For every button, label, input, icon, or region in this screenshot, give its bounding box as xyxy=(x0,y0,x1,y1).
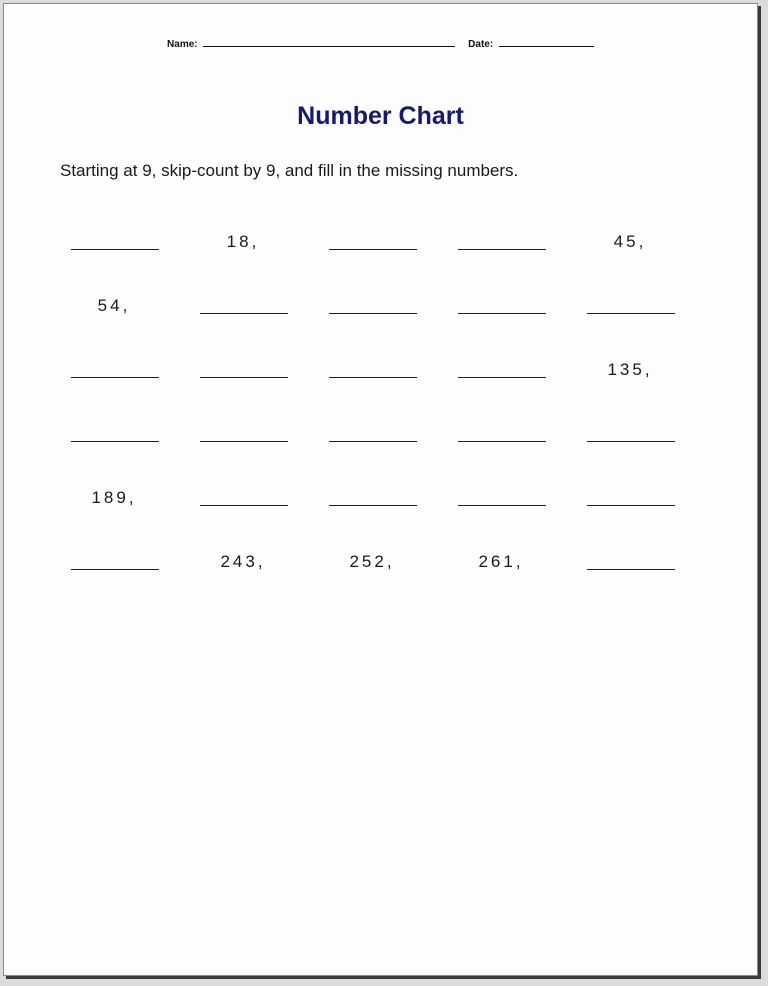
answer-blank[interactable] xyxy=(329,441,417,442)
answer-blank[interactable] xyxy=(71,441,159,442)
grid-cell xyxy=(433,416,562,452)
number-grid xyxy=(46,224,726,608)
answer-blank[interactable] xyxy=(71,377,159,378)
grid-cell xyxy=(433,224,562,260)
grid-cell xyxy=(46,352,175,388)
given-number: 18, xyxy=(226,232,260,251)
grid-cell xyxy=(304,416,433,452)
given-number: 252, xyxy=(349,552,395,571)
answer-blank[interactable] xyxy=(587,441,675,442)
grid-cell xyxy=(46,224,175,260)
grid-row xyxy=(46,288,726,352)
answer-blank[interactable] xyxy=(200,377,288,378)
given-number: 54, xyxy=(97,296,131,315)
date-field[interactable] xyxy=(499,36,594,47)
answer-blank[interactable] xyxy=(200,313,288,314)
given-number: 261, xyxy=(478,552,524,571)
name-field[interactable] xyxy=(203,36,455,47)
answer-blank[interactable] xyxy=(587,505,675,506)
grid-cell xyxy=(175,224,304,260)
given-number: 243, xyxy=(220,552,266,571)
answer-blank[interactable] xyxy=(329,313,417,314)
grid-row xyxy=(46,480,726,544)
answer-blank[interactable] xyxy=(71,569,159,570)
answer-blank[interactable] xyxy=(587,313,675,314)
grid-cell xyxy=(46,288,175,324)
answer-blank[interactable] xyxy=(329,505,417,506)
worksheet-page xyxy=(3,3,758,976)
answer-blank[interactable] xyxy=(329,249,417,250)
grid-cell xyxy=(433,352,562,388)
grid-cell xyxy=(562,352,691,388)
grid-cell xyxy=(304,288,433,324)
grid-cell xyxy=(433,544,562,580)
given-number: 135, xyxy=(607,360,653,379)
grid-cell xyxy=(175,288,304,324)
answer-blank[interactable] xyxy=(71,249,159,250)
answer-blank[interactable] xyxy=(200,505,288,506)
name-label: Name: xyxy=(167,39,198,50)
answer-blank[interactable] xyxy=(458,505,546,506)
answer-blank[interactable] xyxy=(200,441,288,442)
grid-cell xyxy=(304,480,433,516)
grid-cell xyxy=(175,416,304,452)
grid-cell xyxy=(433,288,562,324)
answer-blank[interactable] xyxy=(458,249,546,250)
instructions: Starting at 9, skip-count by 9, and fill in the missing numbers. xyxy=(60,161,519,180)
grid-cell xyxy=(304,224,433,260)
grid-cell xyxy=(175,352,304,388)
answer-blank[interactable] xyxy=(587,569,675,570)
grid-cell xyxy=(175,480,304,516)
grid-row xyxy=(46,224,726,288)
answer-blank[interactable] xyxy=(458,441,546,442)
answer-blank[interactable] xyxy=(329,377,417,378)
grid-row xyxy=(46,352,726,416)
grid-cell xyxy=(46,480,175,516)
answer-blank[interactable] xyxy=(458,313,546,314)
grid-cell xyxy=(562,480,691,516)
given-number: 189, xyxy=(91,488,137,507)
answer-blank[interactable] xyxy=(458,377,546,378)
grid-row xyxy=(46,544,726,608)
grid-cell xyxy=(562,544,691,580)
grid-row xyxy=(46,416,726,480)
grid-cell xyxy=(304,544,433,580)
grid-cell xyxy=(304,352,433,388)
grid-cell xyxy=(46,544,175,580)
grid-cell xyxy=(175,544,304,580)
given-number: 45, xyxy=(613,232,647,251)
grid-cell xyxy=(46,416,175,452)
page-title: Number Chart xyxy=(297,102,464,130)
grid-cell xyxy=(562,224,691,260)
grid-cell xyxy=(433,480,562,516)
grid-cell xyxy=(562,288,691,324)
grid-cell xyxy=(562,416,691,452)
header xyxy=(4,36,757,50)
date-label: Date: xyxy=(468,39,494,50)
